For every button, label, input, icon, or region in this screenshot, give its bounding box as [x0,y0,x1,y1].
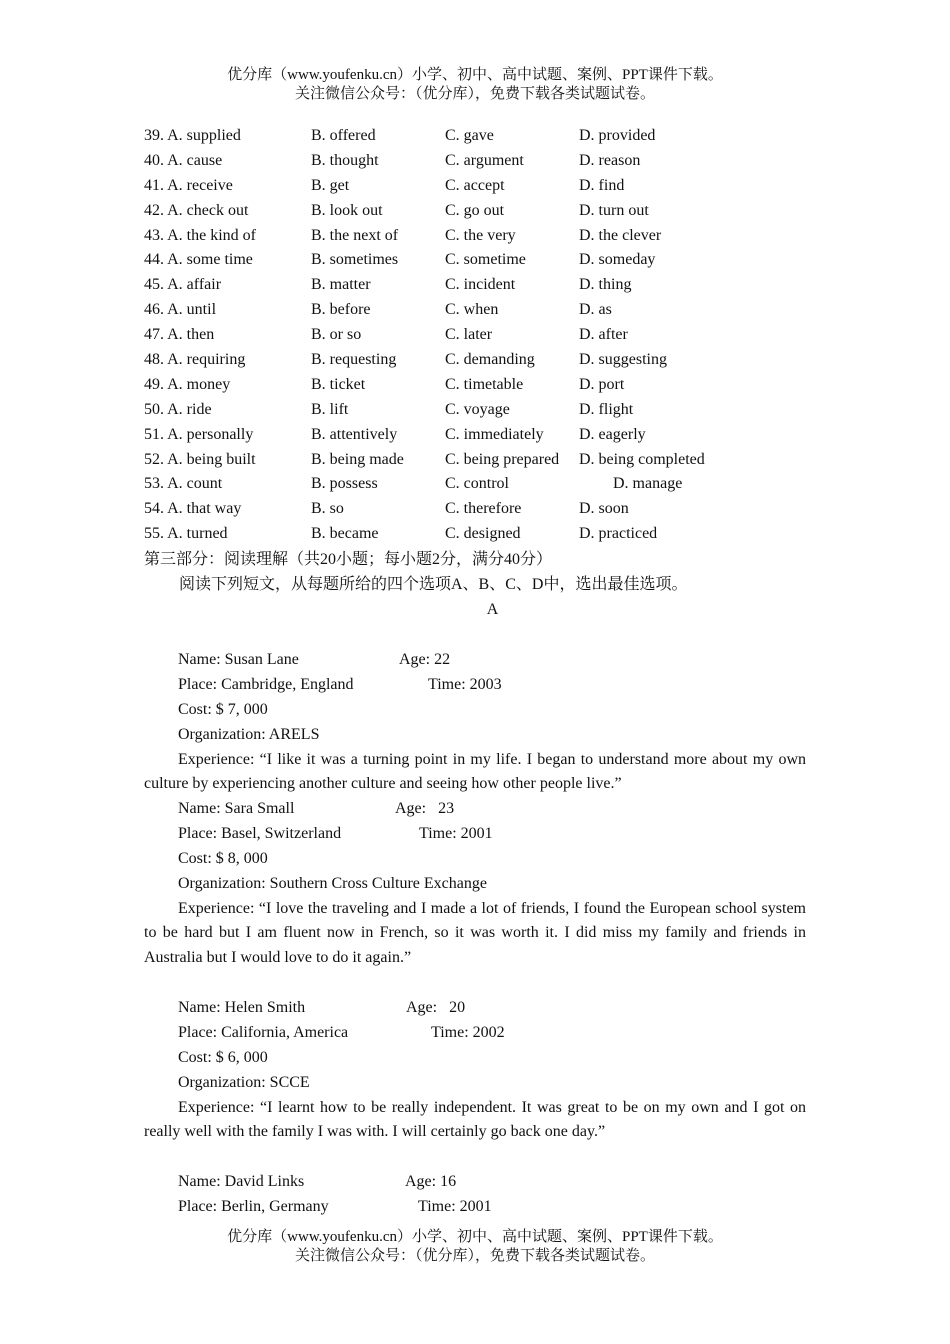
option-row-52 [144,448,844,473]
option-row-41 [144,174,844,199]
section-instruction: 阅读下列短文，从每题所给的四个选项A、B、C、D中，选出最佳选项。 [179,576,688,593]
profile-name: Name: Susan Lane [178,651,299,668]
option-a: 44. A. some time [144,251,253,269]
profile-age: Age: 20 [406,999,466,1016]
profile-time: Time: 2001 [418,1197,492,1215]
option-d: D. as [579,301,612,319]
option-d: D. practiced [579,525,658,543]
option-b: B. ticket [311,375,366,393]
option-a: 48. A. requiring [144,351,246,369]
option-b: B. before [311,301,371,319]
footer-line-2: 关注微信公众号：（优分库），免费下载各类试题试卷。 [294,1248,655,1264]
profile-cost: Cost: $ 7, 000 [178,700,268,718]
option-a: 46. A. until [144,301,217,319]
option-d: D. provided [579,127,656,144]
profile-cost: Cost: $ 8, 000 [178,849,268,867]
page-footer [0,1228,950,1266]
option-c: C. incident [445,276,516,294]
option-c: C. accept [445,176,505,194]
option-b: B. or so [311,326,362,344]
option-c: C. the very [445,226,516,244]
page-header [0,66,950,104]
option-a: 49. A. money [144,375,231,393]
option-row-55 [144,522,844,547]
option-d: D. manage [613,475,683,493]
option-b: B. look out [311,201,383,219]
passage-letter: A [486,601,499,618]
option-d: D. port [579,375,625,393]
option-c: C. argument [445,151,524,169]
profile-helen-smith [144,996,806,1145]
section-title: 第三部分：阅读理解（共20小题；每小题2分，满分40分） [144,551,553,568]
profile-time: Time: 2001 [419,824,493,842]
option-d: D. suggesting [579,351,667,369]
profile-time: Time: 2003 [428,675,502,693]
option-a: 45. A. affair [144,276,222,294]
profile-age: Age: 23 [395,800,455,817]
option-d: D. being completed [579,450,705,468]
option-b: B. being made [311,450,404,468]
option-b: B. became [311,525,379,543]
profile-name: Name: David Links [178,1173,305,1190]
profile-place: Place: Berlin, Germany [178,1197,329,1215]
option-a: 43. A. the kind of [144,226,256,244]
option-b: B. attentively [311,425,398,443]
option-b: B. so [311,500,344,518]
option-a: 50. A. ride [144,400,212,418]
profile-age: Age: 16 [405,1173,457,1190]
option-c: C. go out [445,201,505,219]
footer-line-1: 优分库（www.youfenku.cn）小学、初中、高中试题、案例、PPT课件下载。 [227,1229,723,1245]
option-b: B. get [311,176,350,194]
option-d: D. after [579,326,628,344]
option-d: D. soon [579,500,629,518]
profile-place: Place: Basel, Switzerland [178,824,342,842]
option-b: B. matter [311,276,371,294]
profile-place: Place: California, America [178,1023,349,1041]
option-row-43 [144,224,844,249]
option-row-47 [144,323,844,348]
option-c: C. demanding [445,351,535,369]
option-d: D. the clever [579,226,662,244]
option-a: 54. A. that way [144,500,242,518]
profile-sara-small [144,797,806,971]
option-row-53 [144,472,844,497]
option-b: B. thought [311,151,379,169]
option-c: C. control [445,475,509,493]
option-row-49 [144,373,844,398]
profile-name: Name: Helen Smith [178,999,306,1016]
option-a: 42. A. check out [144,201,249,219]
profile-organization: Organization: Southern Cross Culture Exchange [178,874,487,892]
cloze-options-list [144,124,844,547]
option-c: C. later [445,326,493,344]
profile-susan-lane [144,648,806,797]
option-b: B. requesting [311,351,397,369]
header-line-1: 优分库（www.youfenku.cn）小学、初中、高中试题、案例、PPT课件下载。 [227,67,723,83]
option-c: C. gave [445,127,494,144]
option-b: B. sometimes [311,251,399,269]
option-d: D. someday [579,251,656,269]
option-a: 47. A. then [144,326,215,344]
option-c: C. when [445,301,499,319]
option-b: B. the next of [311,226,399,244]
profile-organization: Organization: SCCE [178,1073,310,1091]
option-c: C. voyage [445,400,510,418]
option-row-40 [144,149,844,174]
option-b: B. lift [311,400,349,418]
profile-name: Name: Sara Small [178,800,295,817]
option-b: B. offered [311,127,376,144]
option-c: C. designed [445,525,521,543]
profile-cost: Cost: $ 6, 000 [178,1048,268,1066]
profile-experience: Experience: “I like it was a turning point in my life. I began to understand more about my own culture by experiencing another culture and seeing how other people live.” [144,750,806,793]
option-d: D. reason [579,151,641,169]
option-row-39 [144,124,844,149]
option-d: D. flight [579,400,634,418]
option-d: D. thing [579,276,632,294]
profile-place: Place: Cambridge, England [178,675,354,693]
option-d: D. turn out [579,201,649,219]
option-a: 53. A. count [144,475,223,493]
option-a: 39. A. supplied [144,127,241,144]
option-row-54 [144,497,844,522]
option-a: 40. A. cause [144,151,223,169]
profile-david-links [144,1170,806,1220]
option-row-51 [144,423,844,448]
option-c: C. sometime [445,251,526,269]
option-row-44 [144,248,844,273]
option-c: C. timetable [445,375,524,393]
option-row-46 [144,298,844,323]
option-c: C. immediately [445,425,544,443]
option-row-42 [144,199,844,224]
option-a: 41. A. receive [144,176,233,194]
profile-experience: Experience: “I learnt how to be really independent. It was great to be on my own and I got on really well with the family I was with. I will certainly go back one day.” [144,1098,806,1141]
option-row-50 [144,398,844,423]
option-c: C. therefore [445,500,522,518]
profile-experience: Experience: “I love the traveling and I made a lot of friends, I found the European school system to be hard but I am fluent now in French, so it was worth it. I did miss my family and friends in Australia but I would love to do it again.” [144,899,806,967]
option-a: 52. A. being built [144,450,256,468]
option-b: B. possess [311,475,378,493]
profile-organization: Organization: ARELS [178,725,320,743]
header-line-2: 关注微信公众号：（优分库），免费下载各类试题试卷。 [294,86,655,102]
option-d: D. eagerly [579,425,646,443]
option-a: 51. A. personally [144,425,254,443]
option-a: 55. A. turned [144,525,228,543]
profile-time: Time: 2002 [431,1023,505,1041]
profile-age: Age: 22 [399,651,451,668]
option-row-48 [144,348,844,373]
option-d: D. find [579,176,625,194]
option-row-45 [144,273,844,298]
option-c: C. being prepared [445,450,560,468]
